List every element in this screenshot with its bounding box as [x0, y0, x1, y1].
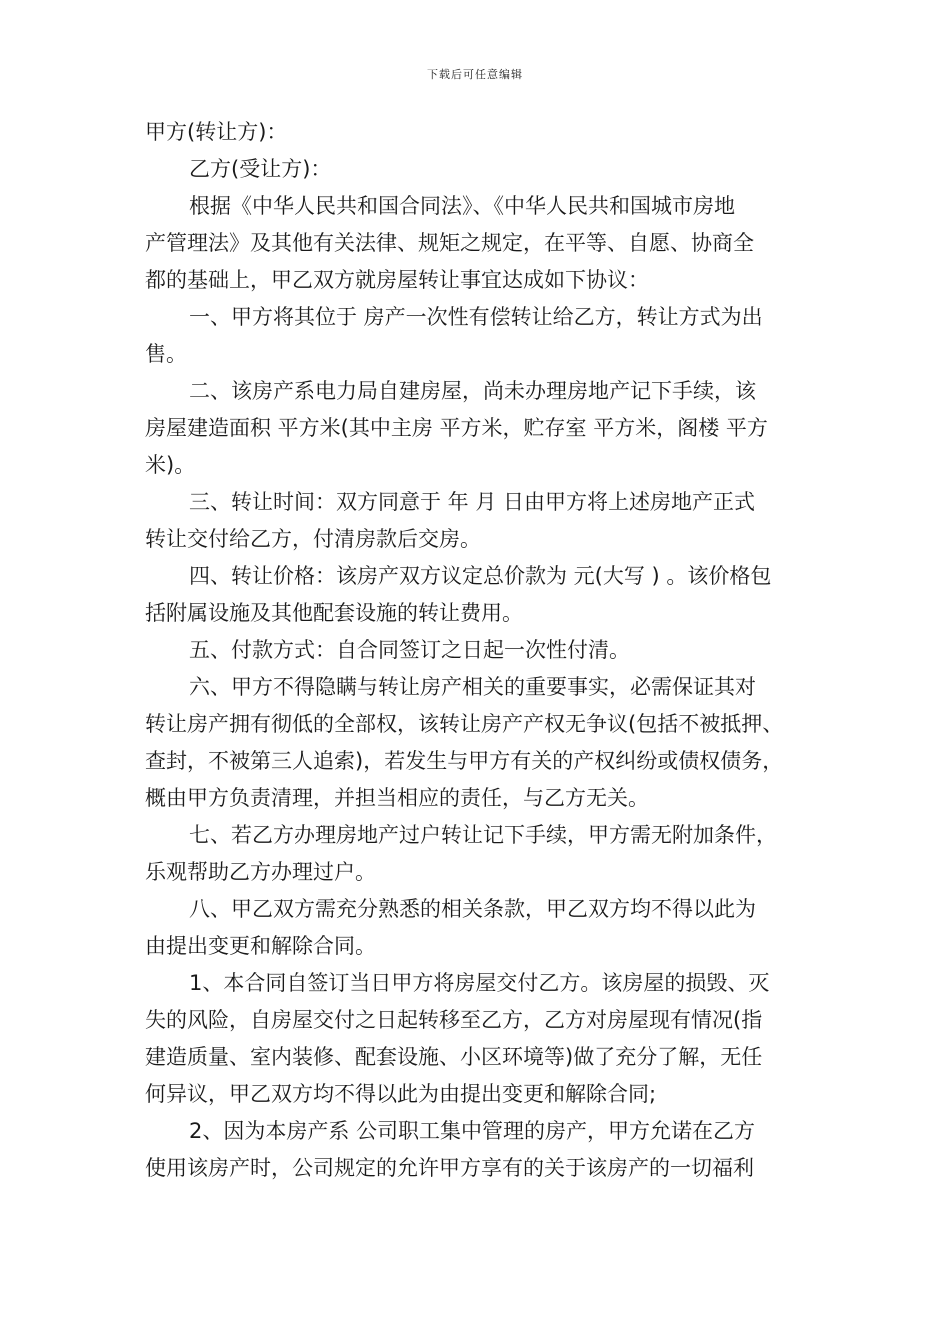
text-line: 概由甲方负责清理，并担当相应的责任，与乙方无关。	[145, 786, 649, 810]
text-line: 1、本合同自签订当日甲方将房屋交付乙方。该房屋的损毁、灭	[189, 971, 770, 995]
text-line: 四、转让价格：该房产双方议定总价款为 元(大写 ) 。该价格包	[189, 564, 772, 588]
text-line: 一、甲方将其位于 房产一次性有偿转让给乙方，转让方式为出	[189, 305, 763, 329]
text-line: 六、甲方不得隐瞒与转让房产相关的重要事实，必需保证其对	[189, 675, 756, 699]
text-line: 房屋建造面积 平方米(其中主房 平方米，贮存室 平方米，阁楼 平方	[145, 416, 768, 440]
text-line: 都的基础上，甲乙双方就房屋转让事宜达成如下协议：	[145, 268, 649, 292]
text-line: 查封，不被第三人追索)，若发生与甲方有关的产权纠纷或债权债务，	[145, 749, 784, 773]
text-line: 米)。	[145, 453, 196, 477]
text-line: 五、付款方式：自合同签订之日起一次性付清。	[189, 638, 630, 662]
text-line: 三、转让时间：双方同意于 年 月 日由甲方将上述房地产正式	[189, 490, 756, 514]
text-line: 乐观帮助乙方办理过户。	[145, 860, 376, 884]
text-line: 失的风险，自房屋交付之日起转移至乙方，乙方对房屋现有情况(指	[145, 1008, 763, 1032]
page-header-note: 下载后可任意编辑	[427, 68, 523, 81]
text-line: 转让交付给乙方，付清房款后交房。	[145, 527, 481, 551]
text-line: 使用该房产时，公司规定的允许甲方享有的关于该房产的一切福利	[145, 1156, 754, 1180]
document-body	[145, 114, 812, 1187]
text-line: 由提出变更和解除合同。	[145, 934, 376, 958]
text-line: 何异议，甲乙双方均不得以此为由提出变更和解除合同;	[145, 1082, 657, 1106]
text-line: 根据《中华人民共和国合同法》、《中华人民共和国城市房地	[189, 194, 735, 218]
text-line: 建造质量、室内装修、配套设施、小区环境等)做了充分了解，无任	[145, 1045, 763, 1069]
text-line: 八、甲乙双方需充分熟悉的相关条款，甲乙双方均不得以此为	[189, 897, 756, 921]
text-line: 产管理法》及其他有关法律、规矩之规定，在平等、自愿、协商全	[145, 231, 754, 255]
text-line: 乙方(受让方)：	[189, 157, 332, 181]
text-line: 括附属设施及其他配套设施的转让费用。	[145, 601, 523, 625]
text-line: 售。	[145, 342, 187, 366]
text-line: 二、该房产系电力局自建房屋，尚未办理房地产记下手续，该	[189, 379, 756, 403]
text-line: 七、若乙方办理房地产过户转让记下手续，甲方需无附加条件，	[189, 823, 777, 847]
text-line: 甲方(转让方)：	[145, 120, 288, 144]
text-line: 2、因为本房产系 公司职工集中管理的房产，甲方允诺在乙方	[189, 1119, 756, 1143]
text-line: 转让房产拥有彻低的全部权，该转让房产产权无争议(包括不被抵押、	[145, 712, 784, 736]
